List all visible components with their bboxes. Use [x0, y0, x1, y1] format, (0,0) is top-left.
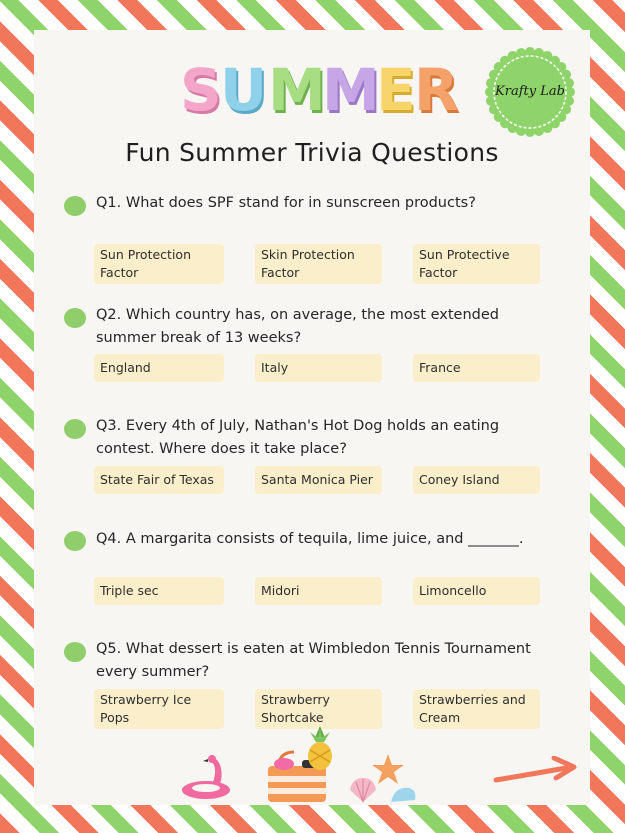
question-text: Q3. Every 4th of July, Nathan's Hot Dog holds an eating contest. Where does it take place?	[96, 418, 500, 457]
krafty-lab-badge	[482, 44, 578, 140]
question-text: Q2. Which country has, on average, the most extended summer break of 13 weeks?	[96, 307, 499, 346]
bullet-dot	[64, 642, 86, 662]
question-text: Q1. What does SPF stand for in sunscreen products?	[96, 195, 476, 211]
bullet-dot	[64, 308, 86, 328]
answer-option[interactable]: Coney Island	[413, 466, 540, 494]
answer-option[interactable]: England	[94, 354, 224, 382]
arrow-right-icon	[492, 756, 580, 792]
answer-option[interactable]: State Fair of Texas	[94, 466, 224, 494]
bullet-dot	[64, 531, 86, 551]
pineapple-icon	[300, 724, 340, 774]
answer-option[interactable]: Santa Monica Pier	[255, 466, 382, 494]
answer-option[interactable]: Strawberry Shortcake	[255, 689, 382, 729]
bullet-dot	[64, 419, 86, 439]
answer-option[interactable]: Sun Protective Factor	[413, 244, 540, 284]
answer-option[interactable]: Strawberries and Cream	[413, 689, 540, 729]
answer-option[interactable]: Sun Protection Factor	[94, 244, 224, 284]
answer-option[interactable]: Midori	[255, 577, 382, 605]
answer-option[interactable]: Triple sec	[94, 577, 224, 605]
seashell-icon	[348, 776, 378, 804]
page-title: Fun Summer Trivia Questions	[125, 138, 499, 167]
seashell-icon	[389, 784, 419, 804]
flamingo-float-icon	[180, 750, 236, 802]
summer-letter: M	[268, 56, 326, 124]
badge-label: Krafty Lab	[495, 84, 565, 99]
answer-option[interactable]: France	[413, 354, 540, 382]
worksheet-card	[34, 30, 590, 805]
bullet-dot	[64, 196, 86, 216]
question-text: Q4. A margarita consists of tequila, lime juice, and _______.	[96, 531, 524, 547]
answer-option[interactable]: Limoncello	[413, 577, 540, 605]
summer-letter: S	[180, 56, 222, 124]
summer-letter: M	[322, 56, 380, 124]
answer-option[interactable]: Skin Protection Factor	[255, 244, 382, 284]
summer-letter: U	[220, 56, 268, 124]
summer-letter: E	[376, 56, 416, 124]
question-text: Q5. What dessert is eaten at Wimbledon Tennis Tournament every summer?	[96, 641, 531, 680]
summer-word-art	[180, 56, 459, 128]
summer-letter: R	[414, 56, 459, 124]
answer-option[interactable]: Italy	[255, 354, 382, 382]
answer-option[interactable]: Strawberry Ice Pops	[94, 689, 224, 729]
